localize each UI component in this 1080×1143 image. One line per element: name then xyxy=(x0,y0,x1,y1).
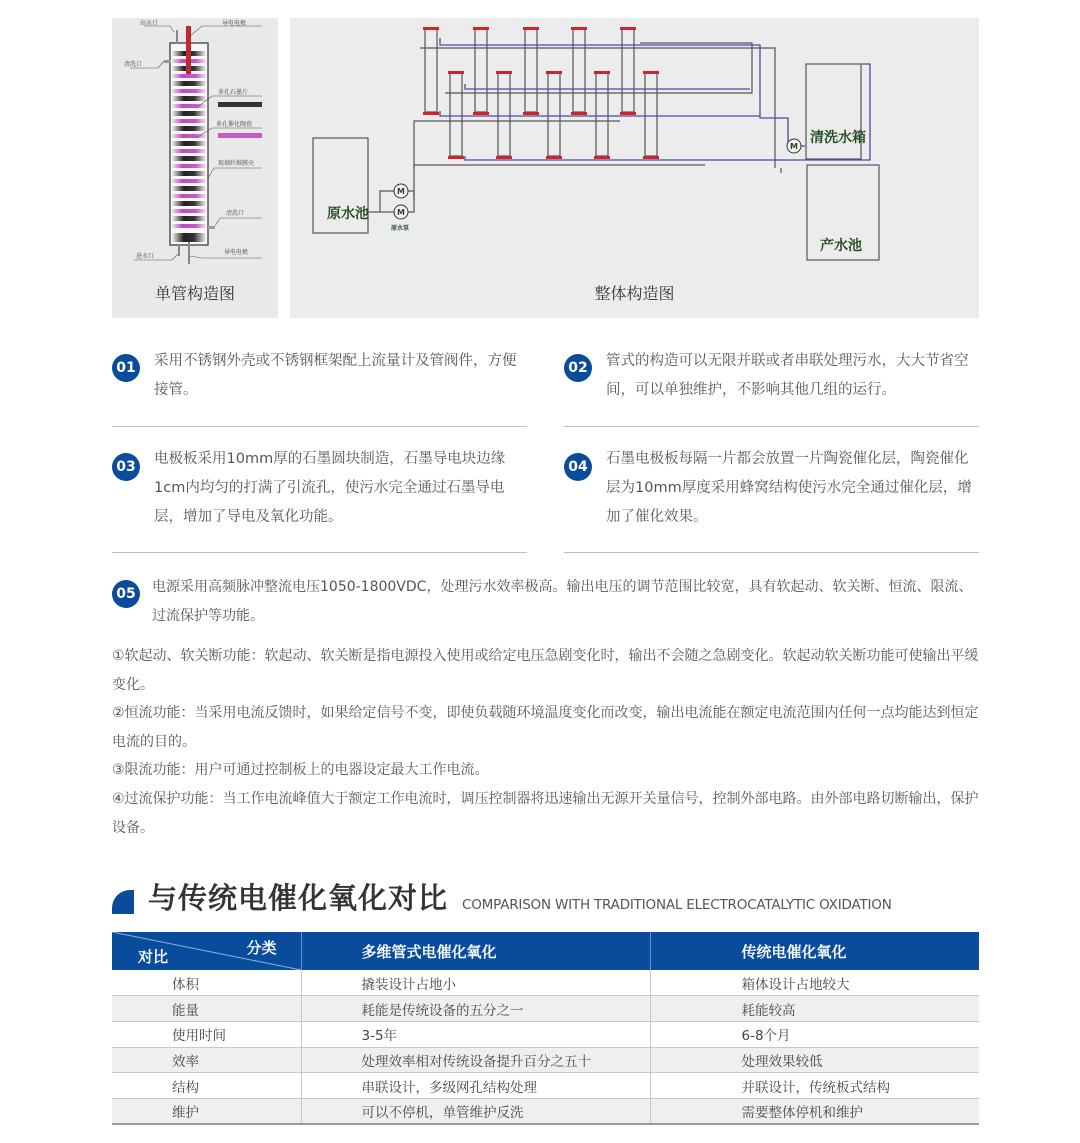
cell-traditional: 箱体设计占地较大 xyxy=(650,970,979,996)
row-label: 能量 xyxy=(112,996,301,1022)
section-title-en: COMPARISON WITH TRADITIONAL ELECTROCATALYTIC OXIDATION xyxy=(462,897,892,913)
section-heading xyxy=(112,876,892,917)
corner-compare-label: 对比 xyxy=(138,948,169,966)
overall-structure-figure xyxy=(290,18,979,318)
cell-traditional: 处理效果较低 xyxy=(650,1047,979,1073)
corner-category-label: 分类 xyxy=(246,939,277,957)
single-tube-diagram xyxy=(112,18,278,288)
feature-text: 石墨电极板每隔一片都会放置一片陶瓷催化层，陶瓷催化层为10mm厚度采用蜂窝结构使污水完全通过催化层，增加了催化效果。 xyxy=(606,451,972,525)
feature-text: 电源采用高频脉冲整流电压1050-1800VDC，处理污水效率极高。输出电压的调节范围比较宽，具有软起动、软关断、恒流、限流、过流保护等功能。 xyxy=(152,579,973,624)
row-label: 体积 xyxy=(112,970,301,996)
feature-04 xyxy=(564,453,980,532)
feature-number-badge: 03 xyxy=(112,453,140,481)
conductive-rod-top xyxy=(186,26,191,74)
table-row xyxy=(112,970,979,996)
single-tube-figure xyxy=(112,18,278,318)
cell-multidim: 可以不停机，单管维护反洗 xyxy=(301,1098,650,1124)
label-porous-graphite: 多孔石墨片 xyxy=(218,89,249,96)
feature-03 xyxy=(112,453,528,532)
raw-pump-label: 原水泵 xyxy=(391,225,410,232)
feature-02 xyxy=(564,354,980,405)
function-overcurrent-protection: ④过流保护功能：当工作电流峰值大于额定工作电流时，调压控制器将迅速输出无源开关量信号，控制外部电路。由外部电路切断输出，保护设备。 xyxy=(112,791,979,836)
cell-multidim: 耗能是传统设备的五分之一 xyxy=(301,996,650,1022)
row-label: 结构 xyxy=(112,1073,301,1099)
product-pool-label: 产水池 xyxy=(820,238,862,254)
section-marker-icon xyxy=(112,890,134,914)
row-label: 使用时间 xyxy=(112,1021,301,1047)
divider xyxy=(112,426,527,427)
comparison-table xyxy=(112,932,979,1125)
feature-number-badge: 05 xyxy=(112,580,140,608)
cell-traditional: 6-8个月 xyxy=(650,1021,979,1047)
function-soft-start: ①软起动、软关断功能：软起动、软关断是指电源投入使用或给定电压急剧变化时，输出不会随之急剧变化。软起动软关断功能可使输出平缓变化。 xyxy=(112,648,979,693)
cell-traditional: 并联设计，传统板式结构 xyxy=(650,1073,979,1099)
function-constant-current: ②恒流功能：当采用电流反馈时，如果给定信号不变，即使负载随环境温度变化而改变，输出电流能在额定电流范围内任何一点均能达到恒定电流的目的。 xyxy=(112,705,979,750)
corner-header xyxy=(112,932,301,970)
section-title-cn: 与传统电催化氧化对比 xyxy=(148,881,449,915)
single-tube-caption: 单管构造图 xyxy=(154,284,235,303)
function-current-limit: ③限流功能：用户可通过控制板上的电器设定最大工作电流。 xyxy=(112,762,489,778)
overall-structure-diagram xyxy=(290,18,979,288)
feature-text: 管式的构造可以无限并联或者串联处理污水，大大节省空间，可以单独维护，不影响其他几组的运行。 xyxy=(606,353,969,398)
label-porous-ceramic: 多孔催化陶瓷 xyxy=(216,121,253,128)
label-fiberglass-shell: 玻璃纤维膜壳 xyxy=(218,160,255,167)
feature-05 xyxy=(112,580,980,631)
feature-01 xyxy=(112,354,528,405)
divider xyxy=(112,552,527,553)
feature-text: 电极板采用10mm厚的石墨圆块制造，石墨导电块边缘1cm内均匀的打满了引流孔，使污水完全通过石墨导电层，增加了导电及氧化功能。 xyxy=(154,451,506,525)
table-row xyxy=(112,1021,979,1047)
table-row xyxy=(112,1047,979,1073)
feature-text: 采用不锈钢外壳或不锈钢框架配上流量计及管阀件，方便接管。 xyxy=(154,353,517,398)
cell-traditional: 需要整体停机和维护 xyxy=(650,1098,979,1124)
cell-multidim: 串联设计，多级网孔结构处理 xyxy=(301,1073,650,1099)
cell-multidim: 3-5年 xyxy=(301,1021,650,1047)
cell-traditional: 耗能较高 xyxy=(650,996,979,1022)
table-row xyxy=(112,996,979,1022)
cell-multidim: 处理效率相对传统设备提升百分之五十 xyxy=(301,1047,650,1073)
pump-glyph: M xyxy=(397,187,405,196)
row-label: 效率 xyxy=(112,1047,301,1073)
label-rinse-bottom: 清洗口 xyxy=(226,210,245,217)
label-inlet: 进水口 xyxy=(136,253,155,260)
table-row xyxy=(112,1098,979,1124)
cell-multidim: 撬装设计占地小 xyxy=(301,970,650,996)
overall-structure-caption: 整体构造图 xyxy=(594,284,675,303)
feature-number-badge: 02 xyxy=(564,354,592,382)
feature-number-badge: 01 xyxy=(112,354,140,382)
feature-number-badge: 04 xyxy=(564,453,592,481)
table-row xyxy=(112,1073,979,1099)
label-conductive-rod-top: 导电电极 xyxy=(222,20,247,27)
label-rinse-top: 清洗口 xyxy=(124,61,143,68)
label-outlet: 出水口 xyxy=(140,20,159,27)
label-conductive-rod-bottom: 导电电极 xyxy=(224,249,249,256)
row-label: 维护 xyxy=(112,1098,301,1124)
divider xyxy=(564,426,979,427)
table-header-row xyxy=(112,932,979,970)
rinse-tank-label: 清洗水箱 xyxy=(810,130,866,146)
pump-glyph: M xyxy=(397,208,405,217)
pump-glyph: M xyxy=(790,142,798,151)
header-multidim-tube: 多维管式电催化氧化 xyxy=(301,932,650,970)
header-traditional: 传统电催化氧化 xyxy=(650,932,979,970)
raw-pool-label: 原水池 xyxy=(327,206,369,222)
divider xyxy=(564,552,979,553)
